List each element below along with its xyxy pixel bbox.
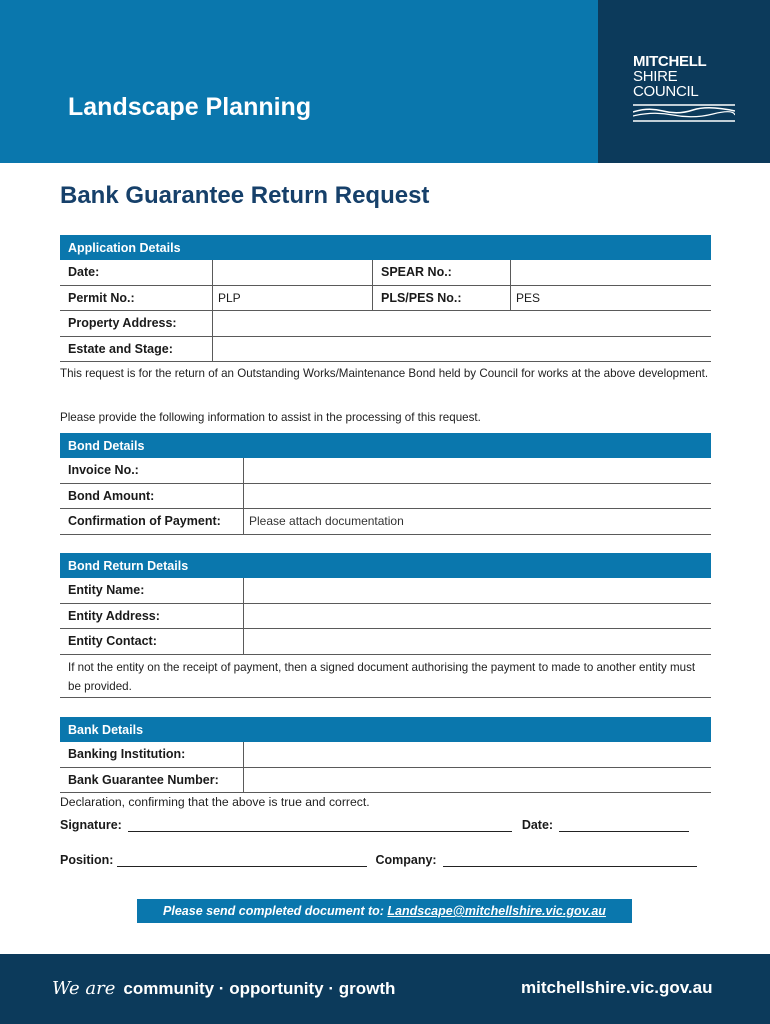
document-title: Bank Guarantee Return Request: [60, 182, 430, 209]
bank-details-section: [60, 717, 711, 793]
bond-amount-label: Bond Amount:: [68, 488, 155, 503]
invoice-label: Invoice No.:: [68, 463, 139, 477]
entity-note-row: [60, 655, 711, 698]
bond-details-heading: Bond Details: [60, 433, 711, 458]
entity-address-row: [60, 604, 711, 630]
entity-contact-field[interactable]: [243, 629, 711, 654]
position-field[interactable]: [117, 853, 367, 867]
application-details-heading: Application Details: [60, 235, 711, 260]
intro-paragraph: This request is for the return of an Outstanding Works/Maintenance Bond held by Council for works at the above development.: [60, 367, 709, 380]
signature-row: [60, 818, 697, 832]
department-title: Landscape Planning: [68, 93, 312, 121]
signature-date-label: Date:: [521, 818, 554, 832]
bank-details-heading: Bank Details: [60, 717, 711, 742]
position-company-row: [60, 853, 705, 867]
entity-name-label: Entity Name:: [68, 583, 145, 597]
banking-institution-row: [60, 742, 711, 768]
position-label: Position:: [60, 853, 114, 867]
bank-guarantee-label: Bank Guarantee Number:: [68, 772, 219, 787]
confirmation-label: Confirmation of Payment:: [68, 514, 221, 528]
send-instructions: [137, 899, 632, 923]
bank-guarantee-row: [60, 768, 711, 794]
signature-label: Signature:: [60, 818, 122, 832]
property-address-row: [60, 311, 711, 337]
pls-field[interactable]: PES: [510, 286, 711, 311]
logo-waves-icon: [633, 103, 735, 123]
declaration-text: Declaration, confirming that the above is true and correct.: [60, 795, 370, 809]
footer-tagline: [52, 978, 395, 999]
property-address-label: Property Address:: [68, 316, 177, 330]
application-details-section: [60, 235, 711, 362]
company-label: Company:: [375, 853, 437, 867]
entity-name-row: [60, 578, 711, 604]
entity-contact-row: [60, 629, 711, 655]
invoice-field[interactable]: [243, 458, 711, 483]
entity-address-label: Entity Address:: [68, 608, 160, 623]
date-spear-row: [60, 260, 711, 286]
bond-amount-field[interactable]: [243, 484, 711, 509]
confirmation-row: [60, 509, 711, 535]
entity-note: If not the entity on the receipt of payment, then a signed document authorising the payment to made to another entity must be provided.: [68, 660, 696, 693]
signature-date-field[interactable]: [559, 818, 689, 832]
permit-pls-row: [60, 286, 711, 312]
bond-details-section: [60, 433, 711, 535]
entity-address-field[interactable]: [243, 604, 711, 629]
permit-label: Permit No.:: [68, 290, 135, 305]
estate-stage-row: [60, 337, 711, 363]
logo-line-2: SHIRE COUNCIL: [633, 68, 699, 100]
confirmation-field[interactable]: Please attach documentation: [243, 509, 711, 534]
bond-return-heading: Bond Return Details: [60, 553, 711, 578]
bank-guarantee-field[interactable]: [243, 768, 711, 793]
property-address-field[interactable]: [212, 311, 711, 336]
entity-name-field[interactable]: [243, 578, 711, 603]
company-field[interactable]: [443, 853, 697, 867]
pls-label: PLS/PES No.:: [372, 286, 510, 311]
estate-stage-label: Estate and Stage:: [68, 341, 173, 356]
estate-stage-field[interactable]: [212, 337, 711, 362]
signature-field[interactable]: [128, 818, 512, 832]
email-link[interactable]: Landscape@mitchellshire.vic.gov.au: [387, 904, 606, 918]
date-field[interactable]: [212, 260, 372, 285]
banking-institution-label: Banking Institution:: [68, 747, 186, 761]
permit-field[interactable]: PLP: [212, 286, 372, 311]
send-prefix: Please send completed document to:: [163, 904, 384, 918]
logo-line-1: MITCHELL: [633, 53, 707, 70]
council-logo: [633, 54, 738, 128]
invoice-row: [60, 458, 711, 484]
date-label: Date:: [68, 265, 100, 279]
tagline-text: community · opportunity · growth: [123, 979, 396, 998]
entity-contact-label: Entity Contact:: [68, 634, 157, 648]
bond-amount-row: [60, 484, 711, 510]
instruction-paragraph: Please provide the following information to assist in the processing of this request.: [60, 411, 481, 424]
spear-field[interactable]: [510, 260, 711, 285]
we-are-script: We are: [52, 978, 116, 999]
banking-institution-field[interactable]: [243, 742, 711, 767]
bond-return-section: [60, 553, 711, 698]
spear-label: SPEAR No.:: [372, 260, 510, 285]
footer-website[interactable]: mitchellshire.vic.gov.au: [521, 978, 713, 997]
